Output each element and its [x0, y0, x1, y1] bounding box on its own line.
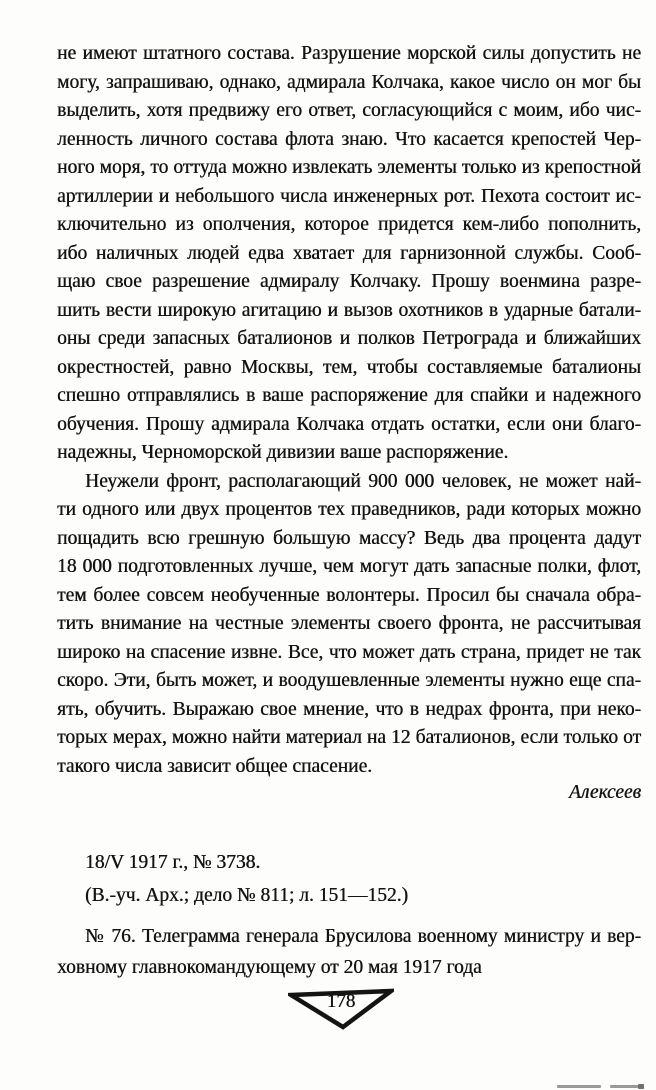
scan-artifact-line [557, 1085, 601, 1088]
body-line: ибо наличных людей едва хватает для гарнизонной службы. Сооб- [57, 242, 641, 264]
body-line: ти одного или двух процентов тех праведников, ради которых можно [57, 499, 641, 520]
body-line: выделить, хотя предвижу его ответ, согласующийся с моим, ибо чис- [57, 100, 641, 121]
body-line: тем более совсем необученные волонтеры. Просил бы сначала обра- [57, 584, 641, 606]
body-line: спешно отправлялись в ваше распоряжение для спайки и надежного [57, 385, 641, 406]
body-line: пощадить всю грешную большую массу? Ведь два процента дадут [57, 527, 641, 549]
body-line: широко на спасение извне. Все, что может дать страна, придет не так [57, 641, 641, 663]
body-line: шить вести широкую агитацию и вызов охотников в ударные батали- [57, 299, 641, 321]
body-line: артиллерии и небольшого числа инженерных рот. Пехота состоит ис- [57, 185, 641, 207]
body-line: тить внимание на честные элементы своего фронта, не рассчитывая [57, 613, 641, 634]
page-number-ornament [288, 988, 394, 1030]
body-line: ленность личного состава флота знаю. Что касается крепостей Чер- [57, 128, 641, 150]
telegram-body-text [57, 40, 641, 781]
next-document-heading [57, 921, 641, 983]
reference-date-number: 18/V 1917 г., № 3738. [85, 852, 261, 873]
body-line: ного моря, то оттуда можно извлекать элементы только из крепостной [57, 157, 641, 178]
body-line: окрестностей, равно Москвы, тем, чтобы составляемые баталионы [57, 356, 641, 378]
body-line: не имеют штатного состава. Разрушение морской силы допустить не [57, 43, 641, 64]
page-number: 178 [326, 991, 356, 1012]
archive-reference [85, 846, 408, 912]
body-line: ключительно из ополчения, которое придется кем-либо пополнить, [57, 214, 641, 235]
heading-line: ховному главнокомандующему от 20 мая 1917 года [57, 957, 482, 978]
body-line: могу, запрашиваю, однако, адмирала Колчака, какое число он мог бы [57, 71, 641, 93]
scan-artifact-line [610, 1085, 641, 1088]
body-line: ять, обучить. Выражаю свое мнение, что в недрах фронта, при неко- [57, 698, 641, 720]
body-line: Неужели фронт, располагающий 900 000 человек, не может най- [85, 470, 641, 492]
signature-alekseev: Алексеев [568, 782, 641, 803]
body-line: обучения. Прошу адмирала Колчака отдать остатки, если они благо- [57, 413, 641, 435]
body-line: скоро. Эти, быть может, и воодушевленные элементы нужно еще спа- [57, 670, 641, 691]
body-line: щаю свое разрешение адмиралу Колчаку. Прошу военмина разре- [57, 271, 641, 292]
body-line: торых мерах, можно найти материал на 12 баталионов, если только от [57, 727, 641, 748]
reference-archive-source: (В.-уч. Арх.; дело № 811; л. 151—152.) [85, 885, 409, 906]
body-line: такого числа зависит общее спасение. [57, 755, 372, 777]
body-line: оны среди запасных баталионов и полков Петрограда и ближайших [57, 328, 641, 349]
body-line: надежны, Черноморской дивизии ваше распоряжение. [57, 442, 509, 463]
body-line: 18 000 подготовленных лучше, чем могут дать запасные полки, флот, [57, 556, 641, 577]
scan-artifact-dot [638, 1084, 644, 1089]
heading-line: № 76. Телеграмма генерала Брусилова военному министру и вер- [85, 926, 641, 947]
